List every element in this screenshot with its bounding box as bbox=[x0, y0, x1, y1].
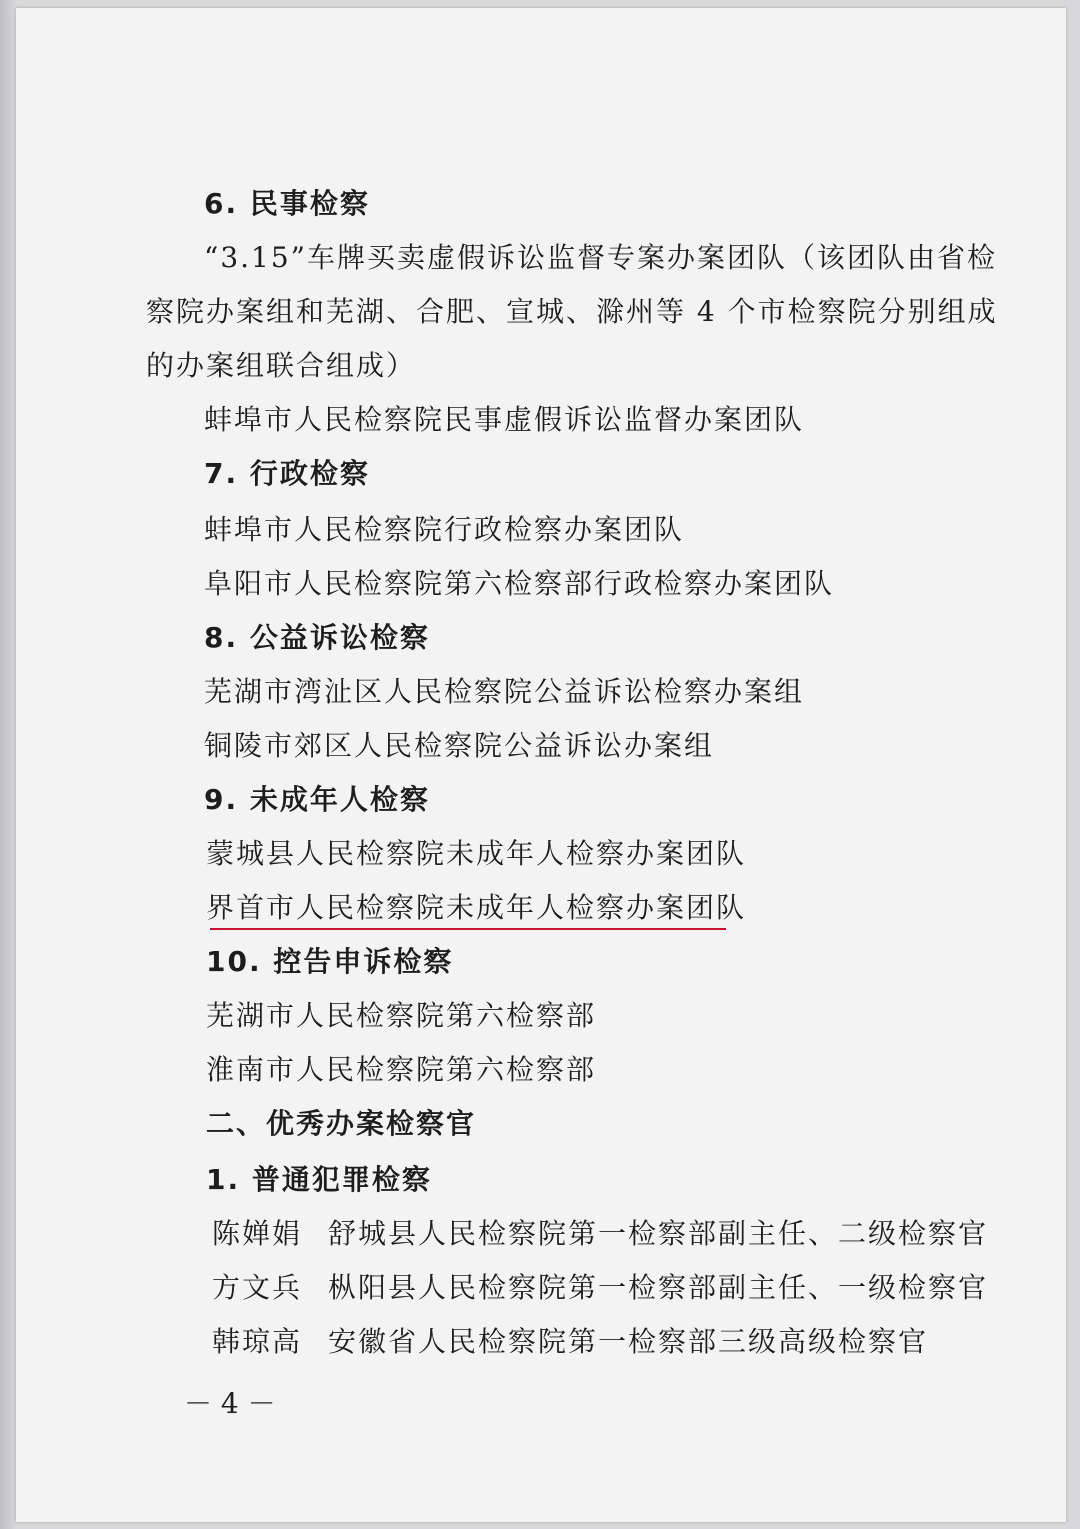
red-underline bbox=[210, 928, 726, 930]
entry-line: 蚌埠市人民检察院行政检察办案团队 bbox=[204, 513, 685, 546]
entry-line: 芜湖市湾沚区人民检察院公益诉讼检察办案组 bbox=[204, 675, 805, 708]
entry-line: 阜阳市人民检察院第六检察部行政检察办案团队 bbox=[204, 567, 835, 600]
section-heading-complaints: 10. 控告申诉检察 bbox=[206, 945, 454, 978]
prosecutor-name: 陈婵娟 bbox=[212, 1217, 303, 1250]
prosecutor-row bbox=[212, 1268, 989, 1308]
prosecutor-row bbox=[212, 1214, 989, 1254]
entry-line: 铜陵市郊区人民检察院公益诉讼办案组 bbox=[204, 729, 715, 762]
entry-line: 淮南市人民检察院第六检察部 bbox=[206, 1053, 597, 1086]
entry-line: “3.15”车牌买卖虚假诉讼监督专案办案团队（该团队由省检 bbox=[204, 241, 997, 274]
prosecutor-title: 枞阳县人民检察院第一检察部副主任、一级检察官 bbox=[328, 1271, 989, 1304]
entry-line: 察院办案组和芜湖、合肥、宣城、滁州等 4 个市检察院分别组成 bbox=[146, 295, 998, 328]
page-number: － 4 － bbox=[184, 1387, 276, 1420]
entry-line: 蒙城县人民检察院未成年人检察办案团队 bbox=[206, 837, 747, 870]
entry-line: 芜湖市人民检察院第六检察部 bbox=[206, 999, 597, 1032]
entry-line: 的办案组联合组成） bbox=[146, 349, 417, 382]
prosecutor-row bbox=[212, 1322, 952, 1362]
prosecutor-name: 韩琼高 bbox=[212, 1325, 303, 1358]
prosecutor-title: 安徽省人民检察院第一检察部三级高级检察官 bbox=[328, 1325, 929, 1358]
entry-line-underlined: 界首市人民检察院未成年人检察办案团队 bbox=[206, 891, 747, 924]
section-heading-civil: 6. 民事检察 bbox=[204, 187, 370, 220]
subsection-heading-ordinary-crime: 1. 普通犯罪检察 bbox=[206, 1163, 432, 1196]
entry-line: 蚌埠市人民检察院民事虚假诉讼监督办案团队 bbox=[204, 403, 805, 436]
section-heading-public-interest: 8. 公益诉讼检察 bbox=[204, 621, 430, 654]
section-heading-administrative: 7. 行政检察 bbox=[204, 457, 370, 490]
part-heading-excellent-prosecutors: 二、优秀办案检察官 bbox=[206, 1107, 477, 1140]
prosecutor-name: 方文兵 bbox=[212, 1271, 303, 1304]
section-heading-juvenile: 9. 未成年人检察 bbox=[204, 783, 430, 816]
prosecutor-title: 舒城县人民检察院第一检察部副主任、二级检察官 bbox=[328, 1217, 989, 1250]
